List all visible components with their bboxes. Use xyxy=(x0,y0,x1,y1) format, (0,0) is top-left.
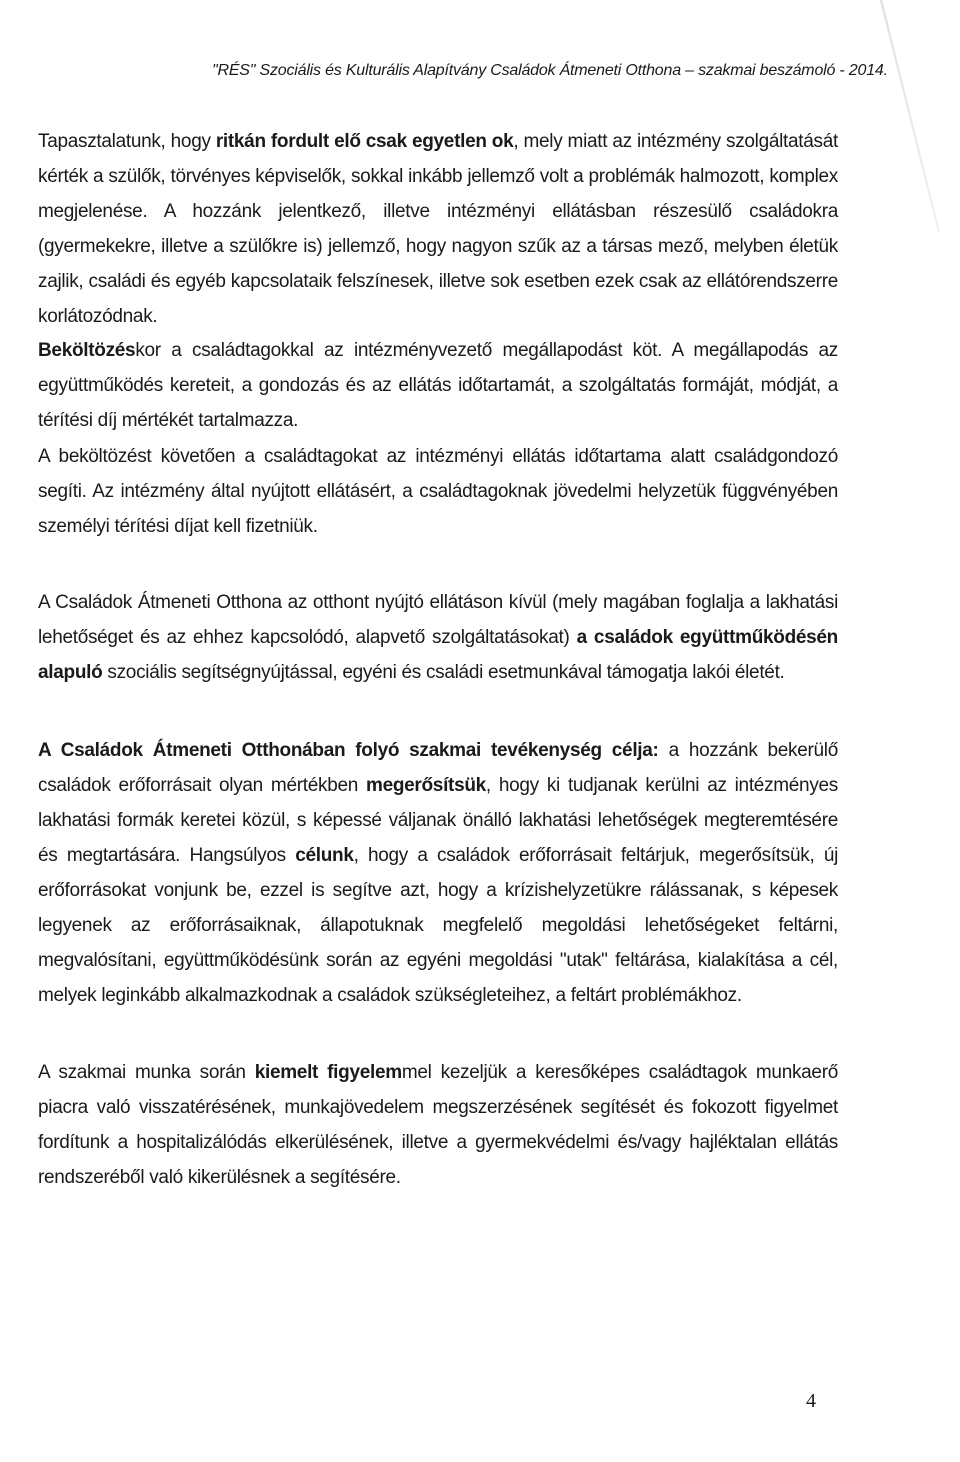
page-header: "RÉS" Szociális és Kulturális Alapítvány Családok Átmeneti Otthona – szakmai beszámoló - 2014. xyxy=(212,62,888,79)
bold-span: kiemelt figyelem xyxy=(254,1062,402,1083)
bold-span: megerősítsük xyxy=(365,775,486,796)
paragraph-services xyxy=(38,585,838,690)
bold-span: célunk xyxy=(295,845,354,866)
text-span: mel kezeljük a keresőképes családtagok munkaerő piacra való visszatérésének, munkajövedelem megszerzésének segítését és fokozott figyelmet fordítunk a hospitalizálódás elkerülésének, illetve a gyermekvédelmi és/vagy hajléktalan ellátás rendszeréből való kikerülésnek a segítésére. xyxy=(38,1062,838,1188)
bold-span: a családok együttműködésén alapuló xyxy=(38,627,838,683)
text-span: , hogy ki tudjanak kerülni az intézményes lakhatási formák keretei közül, s képessé váljanak önálló lakhatási lehetőségek megteremtésére és megtartására. Hangsúlyos xyxy=(38,775,838,866)
text-span: Tapasztalatunk, hogy xyxy=(38,131,216,152)
text-span: a hozzánk bekerülő családok erőforrásait olyan mértékben xyxy=(38,740,838,796)
bold-span: ritkán fordult elő csak egyetlen ok xyxy=(215,131,514,152)
text-span: A Családok Átmeneti Otthona az otthont nyújtó ellátáson kívül (mely magában foglalja a lakhatási lehetőséget és az ehhez kapcsolódó, alapvető szolgáltatásokat) xyxy=(38,592,838,648)
paragraph-employment xyxy=(38,1055,838,1195)
page-number: 4 xyxy=(806,1390,816,1412)
paragraph-goals xyxy=(38,733,838,1013)
text-span: A szakmai munka során xyxy=(38,1062,255,1083)
text-span: , hogy a családok erőforrásait feltárjuk, megerősítsük, új erőforrásokat vonjunk be, ezzel is segítve azt, hogy a krízishelyzetükre rálássanak, s képesek legyenek az erőforrásaiknak, állapotuknak megfelelő megoldási lehetőségeket feltárni, megvalósítani, együttműködésünk során az egyéni megoldási "utak" feltárása, kialakítása a cél, melyek leginkább alkalmazkodnak a családok szükségleteihez, a feltárt problémákhoz. xyxy=(38,845,839,1006)
bold-span: Beköltözés xyxy=(38,340,136,361)
text-span: , mely miatt az intézmény szolgáltatását kérték a szülők, törvényes képviselők, sokkal inkább jellemző volt a problémák halmozott, komplex megjelenése. A hozzánk jelentkező, illetve intézményi ellátásban részesülő családokra (gyermekekre, illetve a szülőkre is) jellemző, hogy nagyon szűk az a társas mező, melyben életük zajlik, családi és egyéb kapcsolataik felszínesek, illetve sok esetben ezek csak az ellátórendszerre korlátozódnak. xyxy=(38,131,838,327)
paragraph-move-in xyxy=(38,333,838,438)
paragraph-fees xyxy=(38,439,838,544)
paragraph-causes xyxy=(38,124,838,334)
text-span: A beköltözést követően a családtagokat az intézményi ellátás időtartama alatt családgondozó segíti. Az intézmény által nyújtott ellátásért, a családtagoknak jövedelmi helyzetük függvényében személyi térítési díjat kell fizetniük. xyxy=(38,446,838,537)
text-span: kor a családtagokkal az intézményvezető megállapodást köt. A megállapodás az együttműködés kereteit, a gondozás és az ellátás időtartamát, a szolgáltatás formáját, módját, a térítési díj mértékét tartalmazza. xyxy=(38,340,838,431)
text-span: szociális segítségnyújtással, egyéni és családi esetmunkával támogatja lakói életét. xyxy=(102,662,785,683)
bold-span: A Családok Átmeneti Otthonában folyó szakmai tevékenység célja: xyxy=(38,740,659,761)
scan-artifact-line xyxy=(880,0,940,233)
